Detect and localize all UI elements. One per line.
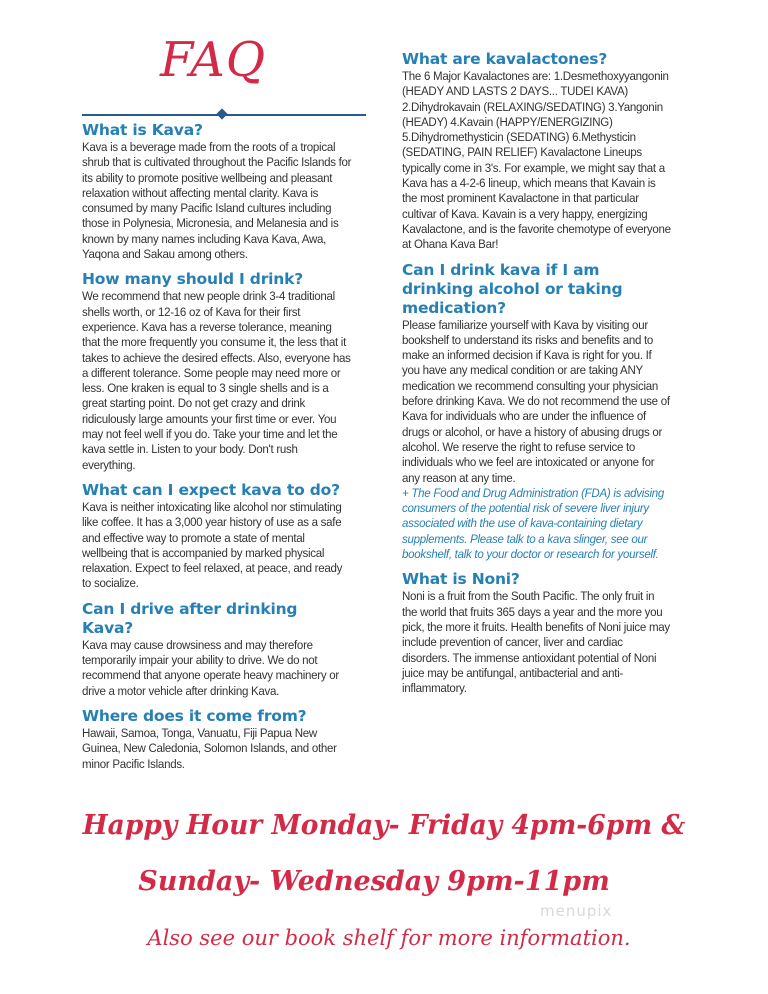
faq-question: Where does it come from? [82,706,307,725]
happy-hour-line-2: Sunday- Wednesday 9pm-11pm [138,866,610,897]
fda-advisory-note: + The Food and Drug Administration (FDA) is advising consumers of the potential risk of severe liver injury associated with the use of kava-containing dietary supplements. Please talk to a kava slinger, see our bookshelf, talk to your doctor or research for yourself. [402,485,665,562]
faq-question: What are kavalactones? [402,50,608,68]
faq-answer: We recommend that new people drink 3-4 traditional shells worth, or 12-16 oz of Kava for their first experience. Kava has a reverse tolerance, meaning that the more frequently you consume it, the less that it takes to achieve the desired effects. Also, everyone has a different tolerance. Some people may need more or less. One kraken is equal to 3 single shells and is a great starting point. Do not get crazy and drink ridiculously large amounts your first time or ever. You may not feel well if you do. Take your time and let the kava settle in. Listen to your body. Don't rush everything. [82,289,351,472]
faq-question: How many should I drink? [82,270,303,289]
right-faq-column [402,50,670,704]
faq-answer: Kava may cause drowsiness and may therefore temporarily impair your ability to drive. We do not recommend that anyone operate heavy machinery or drive a motor vehicle after drinking Kava. [82,637,339,698]
happy-hour-line-1: Happy Hour Monday- Friday 4pm-6pm & [82,810,686,841]
faq-answer: Kava is neither intoxicating like alcohol nor stimulating like coffee. It has a 3,000 year history of use as a safe and effective way to promote a state of mental wellbeing that is accompanied by marked physical relaxation. Expect to feel relaxed, at peace, and ready to socialize. [82,499,343,591]
faq-answer: Please familiarize yourself with Kava by visiting our bookshelf to understand its risks and benefits and to make an informed decision if Kava is right for you. If you have any medical condition or are taking ANY medication we recommend consulting your physician before drinking Kava. We do not recommend the use of Kava for individuals who are under the influence of drugs or alcohol, or have a history of abusing drugs or alcohol. We reserve the right to refuse service to individuals who we feel are intoxicated or anyone for any reason at any time. [402,317,670,485]
faq-answer: Noni is a fruit from the South Pacific. The only fruit in the world that fruits 365 days a year and the more you pick, the more it fruits. Health benefits of Noni juice may include prevention of cancer, liver and cardiac disorders. The immense antioxidant potential of Noni juice may be antifungal, antibacterial and anti-inflammatory. [402,589,670,696]
faq-question: What can I expect kava to do? [82,480,340,499]
faq-answer: Hawaii, Samoa, Tonga, Vanuatu, Fiji Papua New Guinea, New Caledonia, Solomon Islands, and other minor Pacific Islands. [82,725,337,771]
divider-diamond-icon [216,108,227,119]
faq-answer: Kava is a beverage made from the roots of a tropical shrub that is cultivated throughout the Pacific Islands for its ability to promote positive wellbeing and pleasant relaxation without affecting mental clarity. Kava is consumed by many Pacific Island cultures including those in Polynesia, Micronesia, and Melanesia and is known by many names including Kava Kava, Awa, Yaqona and Sakau among others. [82,140,352,262]
faq-question: Can I drink kava if I am drinking alcohol or taking medication? [402,260,623,317]
bookshelf-note: Also see our book shelf for more information. [147,926,631,950]
faq-title: FAQ [160,32,267,88]
faq-question: What is Noni? [402,570,520,589]
faq-answer: The 6 Major Kavalactones are: 1.Desmethoxyyangonin (HEADY AND LASTS 2 DAYS... TUDEI KAVA) 2.Dihydrokavain (RELAXING/SEDATING) 3.Yangonin (HEADY) 4.Kavain (HAPPY/ENERGIZING) 5.Dihydromethysticin (SEDATING) 6.Methysticin (SEDATING, PAIN RELIEF) Kavalactone Lineups typically come in 3's. For example, we might say that a Kava has a 4-2-6 lineup, which means that Kavain is the most prominent Kavalactone in that particular cultivar of Kava. Kavain is a very happy, energizing Kavalactone, and is the favorite chemotype of everyone at Ohana Kava Bar! [402,69,671,252]
faq-question: What is Kava? [82,121,203,139]
faq-question: Can I drive after drinking Kava? [82,599,298,637]
watermark-logo: menupix [540,902,613,920]
left-faq-column [82,121,352,780]
